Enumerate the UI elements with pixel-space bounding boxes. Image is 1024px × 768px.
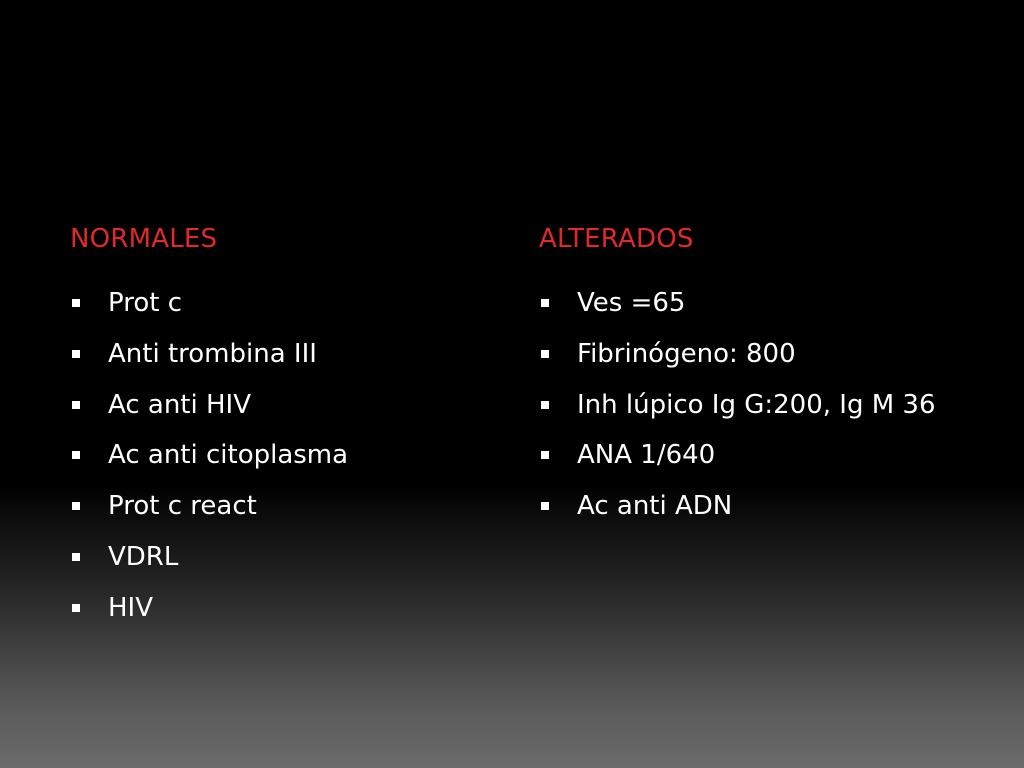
normales-list: [70, 278, 490, 634]
square-bullet-icon: [72, 553, 80, 561]
list-item: [539, 430, 1009, 481]
square-bullet-icon: [541, 299, 549, 307]
square-bullet-icon: [541, 401, 549, 409]
list-item-text: Anti trombina III: [108, 338, 317, 369]
list-item-text: HIV: [108, 592, 154, 623]
normales-column: [70, 222, 490, 634]
square-bullet-icon: [72, 502, 80, 510]
list-item: [539, 380, 1009, 431]
alterados-column: [539, 222, 1009, 532]
square-bullet-icon: [72, 451, 80, 459]
list-item-text: Prot c react: [108, 491, 257, 522]
list-item-text: Fibrinógeno: 800: [577, 338, 796, 369]
list-item: [70, 481, 490, 532]
list-item: [70, 380, 490, 431]
list-item: [70, 532, 490, 583]
list-item: [70, 278, 490, 329]
list-item: [539, 481, 1009, 532]
list-item-text: Inh lúpico Ig G:200, Ig M 36: [577, 389, 936, 420]
list-item: [539, 329, 1009, 380]
square-bullet-icon: [541, 350, 549, 358]
list-item-text: ANA 1/640: [577, 440, 716, 471]
alterados-heading: ALTERADOS: [539, 224, 694, 254]
square-bullet-icon: [72, 401, 80, 409]
list-item-text: Ac anti HIV: [108, 389, 251, 420]
list-item-text: Ac anti citoplasma: [108, 440, 349, 471]
list-item: [70, 329, 490, 380]
list-item: [70, 583, 490, 634]
square-bullet-icon: [541, 451, 549, 459]
square-bullet-icon: [72, 299, 80, 307]
list-item-text: Ves =65: [577, 288, 686, 318]
list-item-text: Prot c: [108, 288, 183, 318]
square-bullet-icon: [72, 350, 80, 358]
list-item: [70, 430, 490, 481]
list-item-text: VDRL: [108, 541, 179, 572]
normales-heading: NORMALES: [70, 224, 218, 254]
alterados-list: [539, 278, 1009, 532]
square-bullet-icon: [541, 502, 549, 510]
square-bullet-icon: [72, 604, 80, 612]
list-item-text: Ac anti ADN: [577, 491, 733, 522]
list-item: [539, 278, 1009, 329]
